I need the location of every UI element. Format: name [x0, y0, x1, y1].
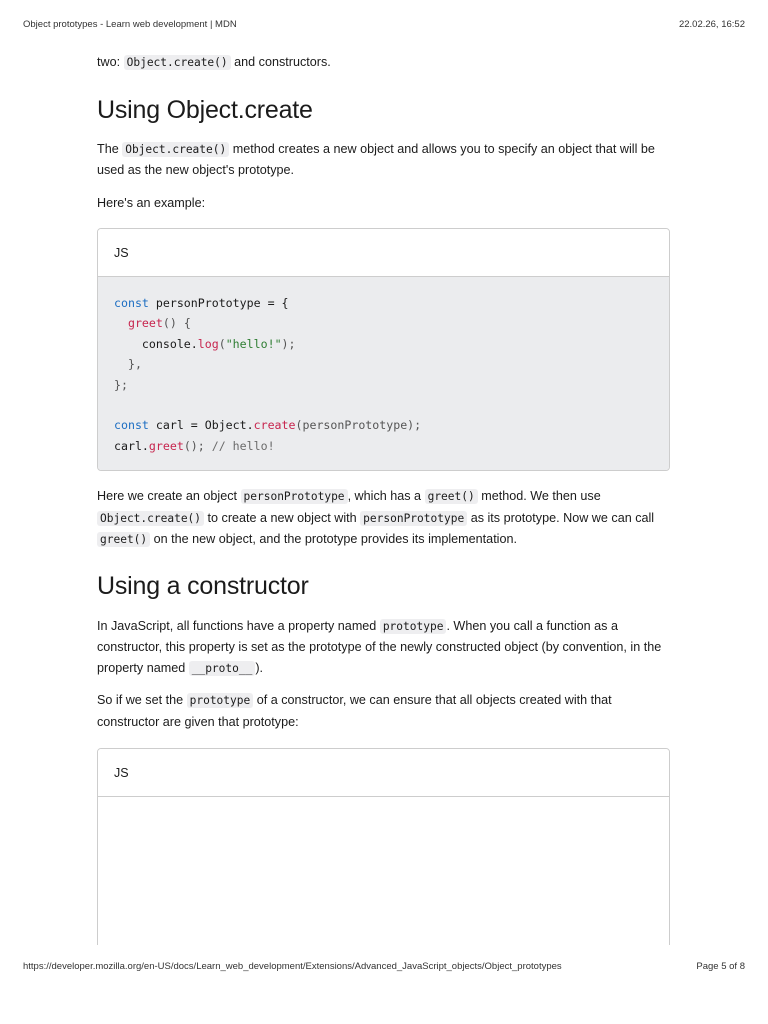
- article-content: [97, 52, 670, 945]
- intro-text-after: and constructors.: [230, 55, 331, 69]
- inline-code: prototype: [187, 693, 254, 708]
- inline-code: greet(): [97, 532, 150, 547]
- constructor-description: [97, 616, 670, 680]
- text: on the new object, and the prototype provides its implementation.: [150, 532, 517, 547]
- constructor-prototype-paragraph: [97, 690, 670, 732]
- code-token: carl = Object.: [148, 418, 254, 433]
- text: method. We then use: [477, 489, 601, 504]
- text: ).: [255, 660, 264, 675]
- code-token: carl.: [114, 438, 149, 453]
- intro-paragraph: [97, 52, 670, 74]
- code-keyword: const: [114, 418, 149, 433]
- code-lang: JS: [114, 245, 129, 260]
- code-token: (personPrototype);: [295, 418, 422, 433]
- code-token: console.: [114, 336, 198, 351]
- code-function: greet: [127, 316, 163, 331]
- object-create-explanation: [97, 486, 670, 551]
- code-string: "hello!": [225, 336, 282, 351]
- text: So if we set the: [97, 693, 187, 708]
- code-token: },: [114, 357, 142, 372]
- code-token: personPrototype = {: [148, 296, 289, 310]
- inline-code: Object.create(): [97, 511, 204, 526]
- heading-using-object-create: Using Object.create: [97, 95, 313, 124]
- inline-code: personPrototype: [360, 511, 467, 526]
- code-token: () {: [162, 316, 191, 331]
- print-url: https://developer.mozilla.org/en-US/docs/Learn_web_development/Extensions/Advanced_JavaScript_objects/Object_prototypes: [23, 961, 562, 972]
- text: to create a new object with: [204, 510, 361, 525]
- text: In JavaScript, all functions have a property named: [97, 618, 380, 633]
- code-function: greet: [148, 438, 184, 453]
- code-keyword: const: [114, 296, 149, 310]
- text: , which has a: [347, 489, 425, 504]
- text: method creates a new object and allows you to specify an object that will be used as the new object's prototype.: [97, 141, 655, 177]
- code-language-label: [98, 229, 669, 277]
- inline-code: prototype: [380, 619, 447, 634]
- code-lang: JS: [114, 765, 129, 780]
- code-token: };: [114, 377, 128, 392]
- code-example-constructor: [97, 748, 670, 945]
- inline-code: personPrototype: [241, 489, 348, 504]
- code-example-object-create: [97, 228, 670, 471]
- code-token: ();: [183, 438, 212, 453]
- print-datetime: 22.02.26, 16:52: [678, 19, 745, 30]
- print-page-title: Object prototypes - Learn web development | MDN: [23, 19, 237, 30]
- text: . When you call a function as a constructor, this property is set as the prototype of the newly constructed object (by convention, in the property named: [97, 618, 662, 675]
- code-language-label: [98, 749, 669, 797]
- heading-using-a-constructor: Using a constructor: [97, 571, 309, 600]
- print-page-indicator: Page 5 of 8: [696, 961, 745, 972]
- intro-text: two:: [97, 55, 124, 69]
- text: Here we create an object: [97, 489, 241, 504]
- inline-code: Object.create(): [122, 142, 229, 157]
- code-function: create: [253, 418, 296, 433]
- code-body[interactable]: [98, 797, 669, 945]
- example-intro: Here's an example:: [97, 195, 206, 210]
- object-create-description: [97, 139, 670, 181]
- inline-code-object-create: Object.create(): [124, 55, 231, 70]
- inline-code: greet(): [425, 489, 478, 504]
- code-token: );: [281, 336, 296, 351]
- code-token: (: [218, 336, 226, 351]
- text: The: [97, 141, 123, 156]
- text: of a constructor, we can ensure that all objects created with that constructor are given that prototype:: [97, 693, 612, 729]
- text: as its prototype. Now we can call: [467, 510, 655, 525]
- code-comment: // hello!: [211, 438, 275, 453]
- code-listing[interactable]: [114, 293, 653, 456]
- inline-code: __proto__: [189, 661, 256, 676]
- print-header: [23, 19, 745, 33]
- code-body: [98, 277, 669, 470]
- code-function: log: [197, 336, 219, 351]
- print-footer: [23, 961, 745, 975]
